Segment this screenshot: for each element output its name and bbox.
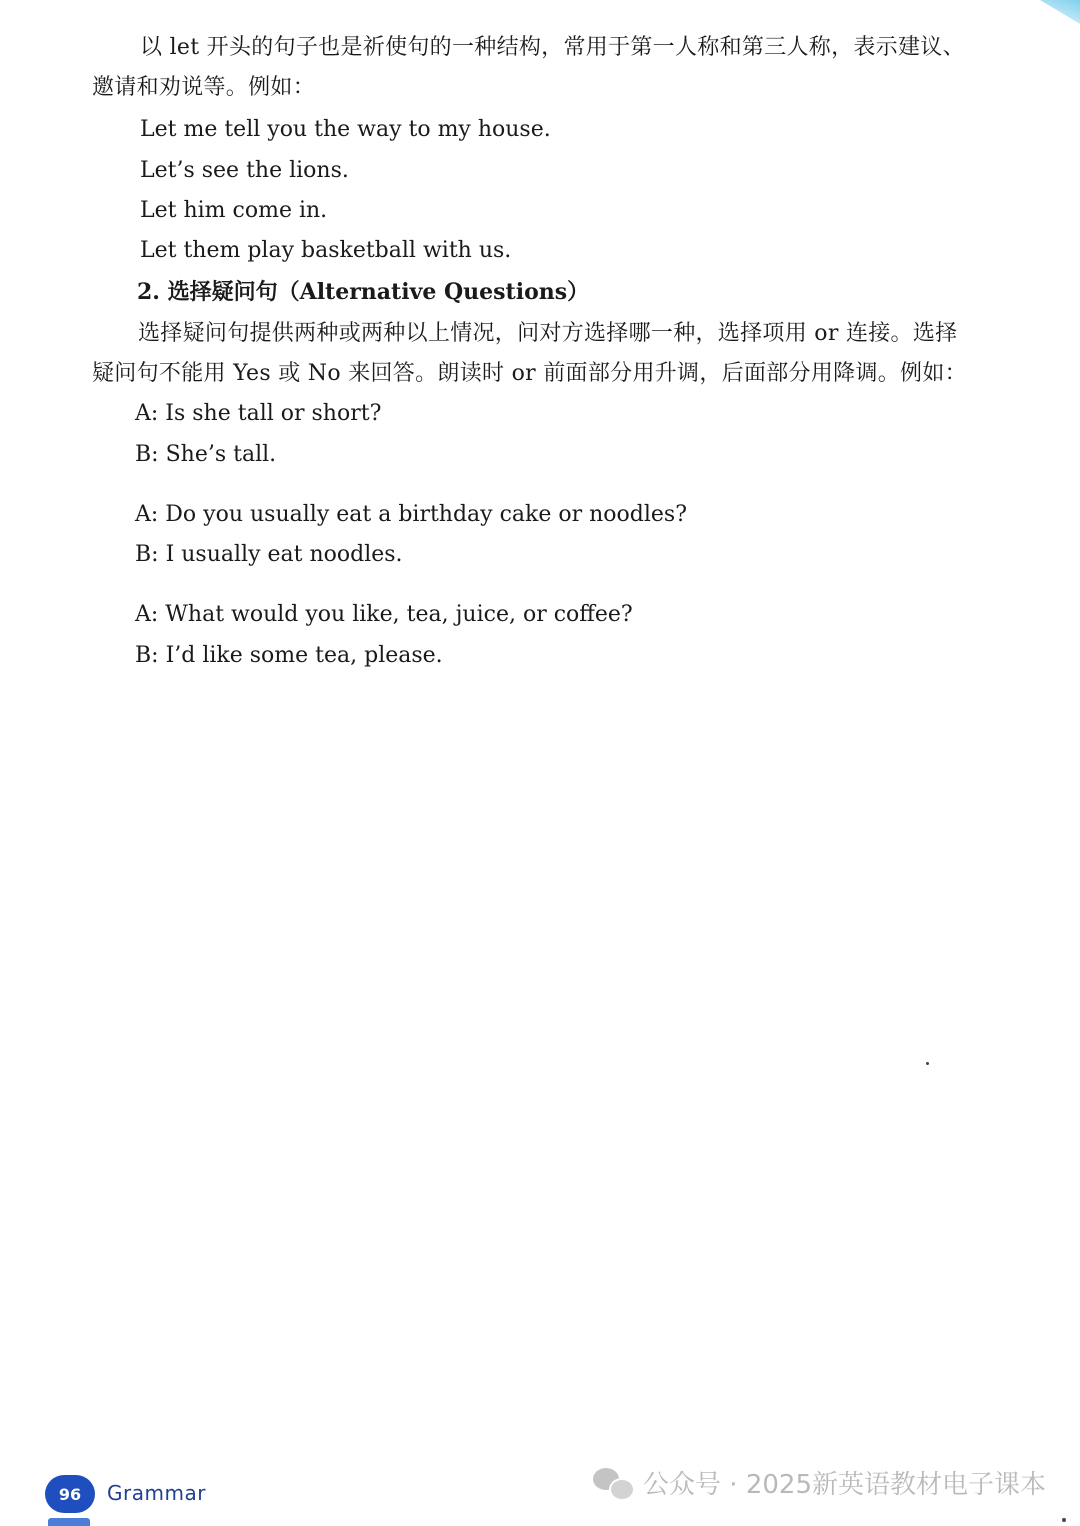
dialog-2-answer: B: I usually eat noodles. (135, 542, 403, 567)
watermark-text: 公众号 · 2025新英语教材电子课本 (643, 1470, 1046, 1500)
footer-accent-bar (48, 1518, 90, 1526)
let-example-2: Let’s see the lions. (140, 158, 349, 183)
corner-accent-decoration (1040, 0, 1080, 24)
paper-speck (926, 1062, 929, 1065)
let-example-1: Let me tell you the way to my house. (140, 117, 551, 142)
section-heading-alternative-questions: 2. 选择疑问句（Alternative Questions） (137, 279, 590, 305)
page-number-badge: 96 (45, 1475, 95, 1513)
let-example-4: Let them play basketball with us. (140, 238, 512, 263)
dialog-2-question: A: Do you usually eat a birthday cake or noodles? (135, 502, 688, 527)
footer-section-title: Grammar (107, 1481, 206, 1505)
paper-speck (1062, 1518, 1066, 1522)
dialog-1-answer: B: She’s tall. (135, 442, 277, 467)
watermark (593, 1464, 1046, 1501)
dialog-3-answer: B: I’d like some tea, please. (135, 643, 443, 668)
let-example-3: Let him come in. (140, 198, 328, 223)
dialog-1-question: A: Is she tall or short? (135, 401, 382, 426)
wechat-icon (593, 1466, 633, 1500)
alternative-questions-description: 选择疑问句提供两种或两种以上情况，问对方选择哪一种，选择项用 or 连接。选择疑问句不能用 Yes 或 No 来回答。朗读时 or 前面部分用升调，后面部分用降调。例如： (92, 321, 967, 386)
dialog-3-question: A: What would you like, tea, juice, or coffee? (135, 602, 633, 627)
intro-paragraph: 以 let 开头的句子也是祈使句的一种结构，常用于第一人称和第三人称，表示建议、邀请和劝说等。例如： (92, 35, 965, 100)
